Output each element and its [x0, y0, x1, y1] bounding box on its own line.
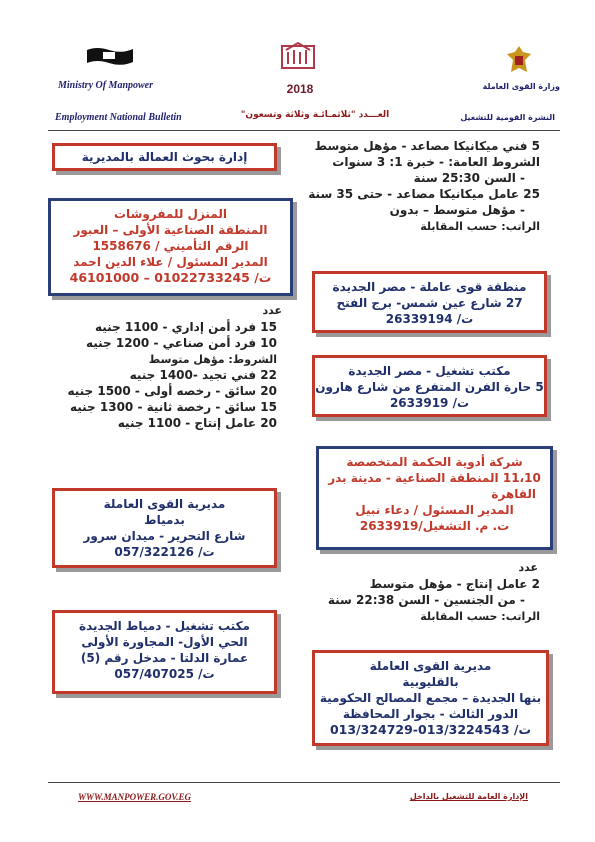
box-misr-gedida-office: مكتب تشغيل - مصر الجديدة 5 حارة الفرن المتفرع من شارع هارون ت/ 2633919 — [312, 355, 547, 417]
flag-logo — [85, 44, 135, 72]
footer-rule — [48, 782, 560, 783]
job-line: 5 فني ميكانيكا مصاعد - مؤهل متوسط — [314, 139, 540, 153]
box-qalyubia-directorate: مديرية القوى العاملة بالقليوبية بنها الجديدة – مجمع المصالح الحكومية الدور الثالث - بجوار المحافظة ت/ 013/3224543-013/324729 — [312, 650, 549, 746]
box-misr-gedida-zone: منطقة قوى عاملة - مصر الجديدة 27 شارع عين شمس- برج الفتح ت/ 26339194 — [312, 271, 547, 333]
website-link[interactable]: WWW.MANPOWER.GOV.EG — [78, 792, 191, 802]
box-hikma-pharma-company: شركة أدوية الحكمة المتخصصة 11،10 المنطقة الصناعية - مدينة بدر القاهرة المدير المسئول / دعاء نبيل ت. م. التشغيل/2633919 — [316, 446, 553, 550]
job-line: 20 سائق - رخصه أولى - 1500 جنيه — [67, 384, 277, 398]
job-line: - من الجنسين - السن 22:38 سنة — [327, 593, 525, 607]
job-line: الشروط: مؤهل متوسط — [148, 353, 277, 366]
job-line: 15 سائق - رخصة ثانية - 1300 جنيه — [69, 400, 277, 414]
job-line: 2 عامل إنتاج - مؤهل متوسط — [369, 577, 540, 591]
ministry-name-ar: وزارة القوى العاملة — [482, 82, 560, 91]
bulletin-name-ar: النشرة القومية للتشغيل — [460, 113, 555, 122]
jobs-count-label: عدد — [518, 561, 538, 574]
job-line: 15 فرد أمن إداري - 1100 جنيه — [95, 320, 277, 334]
header-rule — [48, 130, 560, 131]
box-damietta-directorate: مديرية القوى العاملة بدمياط شارع التحرير - ميدان سرور ت/ 057/322126 — [52, 488, 277, 568]
job-line: الراتب: حسب المقابلة — [420, 220, 540, 233]
footer-department: الإدارة العامة للتشغيل بالداخل — [409, 792, 528, 801]
job-line: 10 فرد أمن صناعي - 1200 جنيه — [85, 336, 277, 350]
jobs-count-label: عدد — [262, 304, 282, 317]
year-emblem — [278, 40, 318, 76]
job-line: الشروط العامة: - خبرة 1: 3 سنوات — [332, 155, 540, 169]
box-home-furnishings-company: المنزل للمفروشات المنطقة الصناعية الأولى – العبور الرقم التأميني / 1558676 المدير المسئول / علاء الدين احمد ت/ 01022733245 – 46101000 — [48, 198, 293, 296]
job-line: الراتب: حسب المقابلة — [420, 610, 540, 623]
box-labor-research-dept: إدارة بحوث العمالة بالمديرية — [52, 143, 277, 171]
box-new-damietta-office: مكتب تشغيل - دمياط الجديدة الحي الأول- المجاورة الأولى عمارة الدلتا - مدخل رقم (5) ت/ 057/407025 — [52, 610, 277, 694]
issue-number: العـــدد "ثلاثمـائـة وثلاثة وتسعون" — [240, 110, 390, 120]
year: 2018 — [286, 82, 314, 96]
job-line: - مؤهل متوسط – بدون — [389, 203, 525, 217]
job-line: 20 عامل إنتاج - 1100 جنيه — [117, 416, 277, 430]
ministry-name-en: Ministry Of Manpower — [58, 80, 154, 91]
job-line: 25 عامل ميكانيكا مصاعد - حتى 35 سنة — [308, 187, 540, 201]
bulletin-name-en: Employment National Bulletin — [55, 112, 182, 123]
job-line: - السن 25:30 سنة — [413, 171, 525, 185]
job-line: 22 فني تجيد -1400 جنيه — [129, 368, 277, 382]
eagle-emblem — [505, 44, 533, 78]
